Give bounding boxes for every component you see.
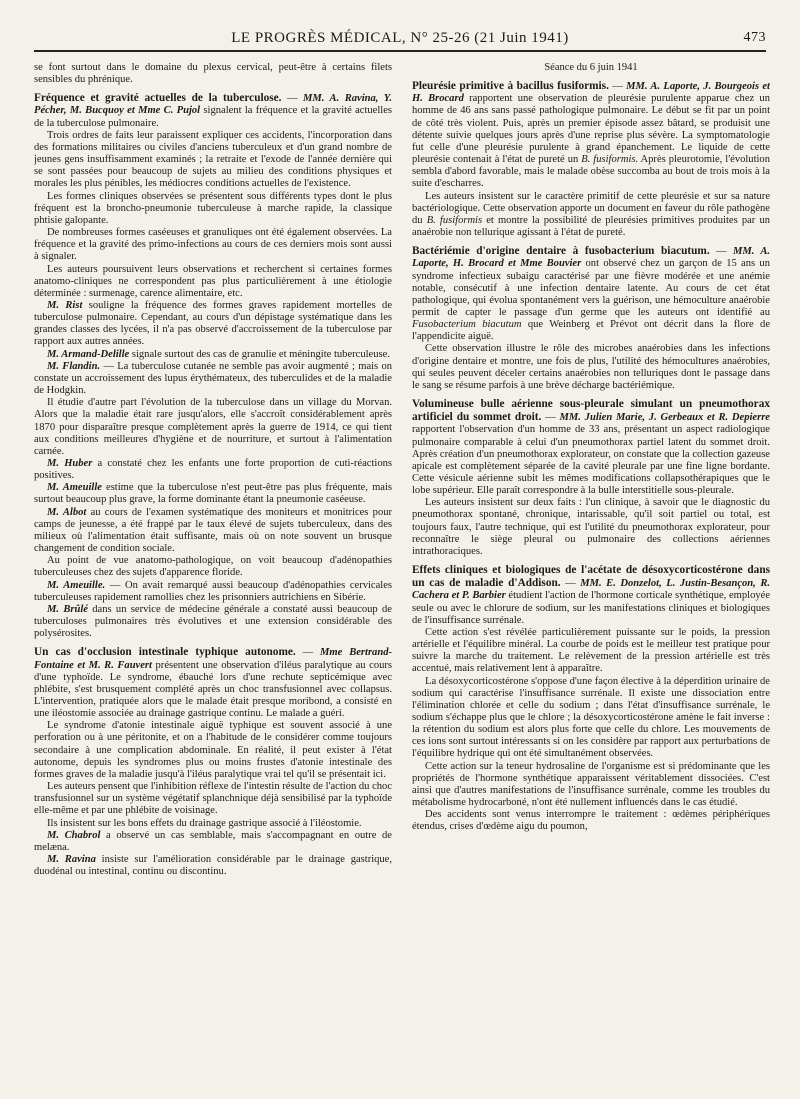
speaker: M. Ameuille bbox=[47, 482, 102, 494]
paragraph-text: signale surtout des cas de granulie et méningite tuberculeuse. bbox=[129, 348, 390, 360]
left-column bbox=[34, 62, 392, 1092]
article-text: rapportent une observation de pleurésie purulente apparue chez un homme de 46 ans sans passé pathologique pulmonaire. Le début se fit par un point de côté très violent. Puis, après un premier épisode assez bâtard, se produisit une détente suivie quelques jours après d'une reprise plus sévère. La symptomatologie fut celle d'une pleurésie purulente à grand épanchement. Le liquide de cette pleurésie contenait à l'état de pureté un bbox=[412, 93, 770, 166]
article-title: Fréquence et gravité actuelles de la tuberculose. bbox=[34, 92, 282, 105]
article-text: rapportent l'observation d'un homme de 33 ans, présentant un aspect radiologique pulmonaire comparable à celui d'un pneumothorax partiel latent du sommet droit. Après création d'un pneumothorax explorateur, on constate que la collection gazeuse apicale est complètement séparée de la cavité pleurale par une fine ligne bordante. Cette vésicule aérienne subit les mêmes modifications collapsothérapiques que le lobe supérieur. Elle paraît correspondre à la bulle interstitielle sous-pleurale. bbox=[412, 424, 770, 497]
article-text: que Weinberg et Prévot ont décrit dans la flore de l'appendicite aiguë. bbox=[412, 319, 770, 343]
right-column bbox=[412, 62, 770, 1092]
paragraph bbox=[34, 349, 392, 361]
article-authors: MM. A. Laporte, J. Bourgeois et H. Brocard bbox=[412, 81, 770, 105]
article-title: Volumineuse bulle aérienne sous-pleurale simulant un pneumothorax artificiel du sommet droit. bbox=[412, 398, 770, 424]
article-text: présentent une observation d'iléus paralytique au cours d'une typhoïde. Le syndrome, ébauché lors d'une rechute septicémique avec phlébite, s'est brusquement complété après un choc transfusionnel avec collapsus. L'intervention, pratiquée alors que le malade était presque moribond, a consisté en une iléostomie associée au drainage gastrique continu. Le malade a guéri. bbox=[34, 659, 392, 720]
paragraph bbox=[34, 604, 392, 640]
dash: — bbox=[541, 412, 560, 424]
article-bulle bbox=[412, 398, 770, 497]
paragraph: Les formes cliniques observées se présentent sous différents types dont le plus fréquent est la broncho-pneumonie tuberculeuse à marche rapide, la classique phtisie galopante. bbox=[34, 190, 392, 226]
speaker: M. Huber bbox=[47, 458, 93, 469]
article-bacteriemie bbox=[412, 245, 770, 343]
paragraph: Les auteurs pensent que l'inhibition réflexe de l'intestin résulte de l'action du choc transfusionnel sur un système végétatif splanchnique déjà sensibilisé par la typhoïde elle-même et par une phlébite de voisinage. bbox=[34, 781, 392, 817]
dash: — bbox=[295, 647, 321, 659]
speaker: M. Ameuille. bbox=[47, 579, 106, 591]
paragraph: Cette action s'est révélée particulièrement puissante sur le poids, la pression artérielle et l'équilibre minéral. La courbe de poids est le meilleur test pratique pour suivre la marche du traitement. Le relèvement de la pression artérielle est très accentué, mais relativement lent à apparaître. bbox=[412, 626, 770, 675]
header-rule bbox=[34, 50, 766, 52]
speaker: M. Ravina bbox=[47, 854, 96, 865]
page-header bbox=[34, 28, 766, 52]
article-authors: MM. Julien Marie, J. Gerbeaux et R. Depierre bbox=[559, 412, 770, 424]
article-authors: Mme Bertrand-Fontaine et M. R. Fauvert bbox=[34, 647, 392, 671]
paragraph-text: dans un service de médecine générale a constaté aussi beaucoup de tuberculoses pulmonaires très évolutives et une extension considérable des polysérosites. bbox=[34, 603, 392, 640]
speaker: M. Rist bbox=[47, 299, 83, 311]
session-date: Séance du 6 juin 1941 bbox=[544, 62, 638, 73]
paragraph bbox=[34, 361, 392, 397]
article-tuberculose bbox=[34, 92, 392, 129]
paragraph-text: — On avait remarqué aussi beaucoup d'adénopathies cervicales tuberculeuses rapidement ramollies chez les prisonniers autrichiens en Sibérie. bbox=[34, 579, 392, 603]
article-addison bbox=[412, 564, 770, 627]
paragraph: Cette action sur la teneur hydrosaline de l'organisme est si prédominante que les propriétés de l'hormone synthétique apparaissent véritablement dissociées. C'est ainsi que d'autres manifestations de l'insuffisance surrénale, comme les troubles du métabolisme hydrocarboné, n'ont été nullement influencés dans le cas étudié. bbox=[412, 760, 770, 809]
paragraph bbox=[34, 507, 392, 556]
article-occlusion bbox=[34, 646, 392, 720]
paragraph: Au point de vue anatomo-pathologique, on voit beaucoup d'adénopathies tuberculeuses chez des sujets d'apparence floride. bbox=[34, 555, 392, 579]
paragraph-text: au cours de l'examen systématique des moniteurs et monitrices pour camps de jeunesse, a été frappé par le taux élevé de sujets tuberculeux, dans des milieux où l'alimentation était suffisante, mais où on note souvent un brusque changement de condition sociale. bbox=[34, 506, 392, 555]
article-text: signalent la fréquence et la gravité actuelles de la tuberculose pulmonaire. bbox=[34, 105, 392, 129]
paragraph bbox=[34, 580, 392, 604]
paragraph-text: Les auteurs insistent sur le caractère primitif de cette pleurésie et sur sa nature bactériologique. Cette observation apporte un document en faveur du rôle pathogène du bbox=[412, 190, 770, 226]
species-name: B. fusiformis bbox=[426, 214, 483, 226]
paragraph: La désoxycorticostérone s'oppose d'une façon élective à la déperdition urinaire de sodium qui caractérise l'insuffisance surrénale. Il existe une dissociation entre l'élimination chlorée et celle du sodium ; dans l'état d'insuffisance surrénale, le sodium s'échappe plus que le chlore ; la désoxycorticostérone amène le fait inverse : la rétention du sodium est alors plus forte que celle du chlore. Les mouvements de ces ions sont surtout intéressants si on les considère par rapport aux perturbations de l'équilibre hydrique qui ont été simultanément observées. bbox=[412, 675, 770, 760]
paragraph-text: souligne la fréquence des formes graves rapidement mortelles de tuberculose pulmonaire. Cependant, au cours d'un dépistage systématique dans les grandes classes des lycées, il n'a pas observé d'accroissement de la tuberculose par rapport aux autres années. bbox=[34, 299, 392, 348]
dash: — bbox=[709, 246, 733, 258]
paragraph: Le syndrome d'atonie intestinale aiguë typhique est souvent associé à une perforation ou à une péritonite, et on a l'habitude de le considérer comme toujours secondaire à une complication abdominale. En réalité, il peut exister à l'état autonome, depuis les syndromes plus ou moins frustes d'atonie intestinale des formes graves de la maladie jusqu'à l'iléus paralytique vrai tel qu'il se présentait ici. bbox=[34, 720, 392, 780]
paragraph: Des accidents sont venus interrompre le traitement : œdèmes périphériques étendus, crises d'œdème aigu du poumon, bbox=[412, 809, 770, 833]
article-text: Après pleurotomie, l'évolution sembla d'abord favorable, mais le malade obèse succomba au bout de trois mois à la suite d'escharres. bbox=[412, 154, 770, 190]
article-title: Pleurésie primitive à bacillus fusiformis. bbox=[412, 80, 609, 93]
dash: — bbox=[560, 578, 581, 590]
article-text: étudient l'action de l'hormone corticale synthétique, employée seule ou avec le chlorure de sodium, sur les manifestations cliniques et biologiques de l'insuffisance surrénale. bbox=[412, 590, 770, 626]
paragraph: Les auteurs poursuivent leurs observations et recherchent si certaines formes anatomo-cliniques ne correspondent pas plus particulièrement à une étiologie déterminée : surmenage, carence alimentaire, etc. bbox=[34, 263, 392, 299]
article-title: Bactériémie d'origine dentaire à fusobacterium biacutum. bbox=[412, 245, 710, 258]
paragraph-text: a observé un cas semblable, mais s'accompagnant en outre de melæna. bbox=[34, 829, 392, 853]
article-title: Effets cliniques et biologiques de l'acétate de désoxycorticostérone dans un cas de maladie d'Addison. bbox=[412, 564, 770, 590]
speaker: M. Chabrol bbox=[47, 829, 101, 841]
species-name: B. fusiformis. bbox=[581, 154, 639, 166]
page-number: 473 bbox=[743, 30, 766, 45]
paragraph-text: — La tuberculose cutanée ne semble pas avoir augmenté ; mais on constate un accroissement des lupus érythémateux, des tuberculides et de la maladie de Hodgkin. bbox=[34, 360, 392, 397]
article-authors: MM. A. Laporte, H. Brocard et Mme Bouvier bbox=[412, 246, 770, 270]
article-text: ont observé chez un garçon de 15 ans un syndrome infectieux subaigu caractérisé par une fièvre modérée et une anémie notable, consécutif à une infection dentaire latente. Au cours de cet état pathologique, qui évolua spontanément vers la guérison, une hémoculture anaérobie permit de capter le passage d'un germe que les auteurs ont identifié au bbox=[412, 258, 770, 318]
journal-title: LE PROGRÈS MÉDICAL, N° 25-26 (21 Juin 1941) bbox=[231, 30, 569, 46]
paragraph bbox=[34, 830, 392, 854]
paragraph-text: et montre la possibilité de pleurésies primitives produites par un anaérobie non tellurique agissant à l'état de pureté. bbox=[412, 214, 770, 239]
dash: — bbox=[281, 93, 304, 105]
article-authors: MM. E. Donzelot, L. Justin-Besançon, R. Cachera et P. Barbier bbox=[412, 578, 770, 602]
paragraph-text: a constaté chez les enfants une forte proportion de cuti-réactions positives. bbox=[34, 458, 392, 482]
paragraph bbox=[412, 191, 770, 240]
paragraph-text: insiste sur l'amélioration considérable par le drainage gastrique, duodénal ou intestinal, continu ou discontinu. bbox=[34, 854, 392, 878]
paragraph: Les auteurs insistent sur deux faits : l'un clinique, à savoir que le diagnostic du pneumothorax spontané, chronique, intarissable, qu'il soit partiel ou total, est toujours faux, l'autre technique, qui est l'utilité du pneumothorax explorateur, pour reconnaître le siège pleural ou pulmonaire des collections aériennes intrathoraciques. bbox=[412, 497, 770, 557]
paragraph: Il étudie d'autre part l'évolution de la tuberculose dans un village du Morvan. Alors que la maladie était rare jusqu'alors, elle s'accroît considérablement après 1870 pour disparaître presque complètement après la guerre de 1914, ce qui tient aux conditions meilleures d'hygiène et de nourriture, et surtout à l'alimentation carnée. bbox=[34, 397, 392, 457]
article-title: Un cas d'occlusion intestinale typhique autonome. bbox=[34, 646, 296, 659]
continued-paragraph: se font surtout dans le domaine du plexus cervical, peut-être à certains filets sensibles du phrénique. bbox=[34, 62, 392, 86]
paragraph: Ils insistent sur les bons effets du drainage gastrique associé à l'iléostomie. bbox=[47, 817, 362, 829]
species-name: Fusobacterium biacutum bbox=[412, 319, 522, 331]
paragraph bbox=[34, 482, 392, 506]
paragraph: Trois ordres de faits leur paraissent expliquer ces accidents, l'incorporation dans des formations militaires ou civiles d'anciens tuberculeux et d'un grand nombre de jeunes gens insuffisamment examinés ; la retraite et l'exode de l'année dernière qui se sont passées pour beaucoup de sujets au milieu des conditions physiques et morales les plus pénibles, les médiocres conditions actuelles de l'existence. bbox=[34, 129, 392, 190]
paragraph: De nombreuses formes caséeuses et granuliques ont été également observées. La fréquence et la gravité des primo-infections au cours de ces derniers mois sont aussi à signaler. bbox=[34, 227, 392, 263]
speaker: M. Armand-Delille bbox=[47, 348, 130, 360]
article-authors: MM. A. Ravina, Y. Pécher, M. Bucquoy et Mme C. Pujol bbox=[34, 93, 392, 117]
speaker: M. Brûlé bbox=[47, 603, 88, 615]
paragraph bbox=[34, 458, 392, 482]
paragraph bbox=[34, 854, 392, 878]
speaker: M. Albot bbox=[47, 506, 87, 518]
dash: — bbox=[608, 81, 627, 93]
paragraph-text: estime que la tuberculose n'est peut-être pas plus fréquente, mais surtout beaucoup plus grave, la forme dominante étant la pneumonie caséeuse. bbox=[34, 482, 392, 506]
paragraph bbox=[34, 300, 392, 349]
article-pleuresie bbox=[412, 80, 770, 190]
paragraph: Cette observation illustre le rôle des microbes anaérobies dans les infections d'origine dentaire et montre, une fois de plus, l'utilité des hémocultures anaérobies, qui seules peuvent déceler certains anaérobies non telluriques dont le passage dans le sang se résume parfois à une brève décharge bactériémique. bbox=[412, 343, 770, 391]
speaker: M. Flandin. bbox=[47, 360, 101, 372]
